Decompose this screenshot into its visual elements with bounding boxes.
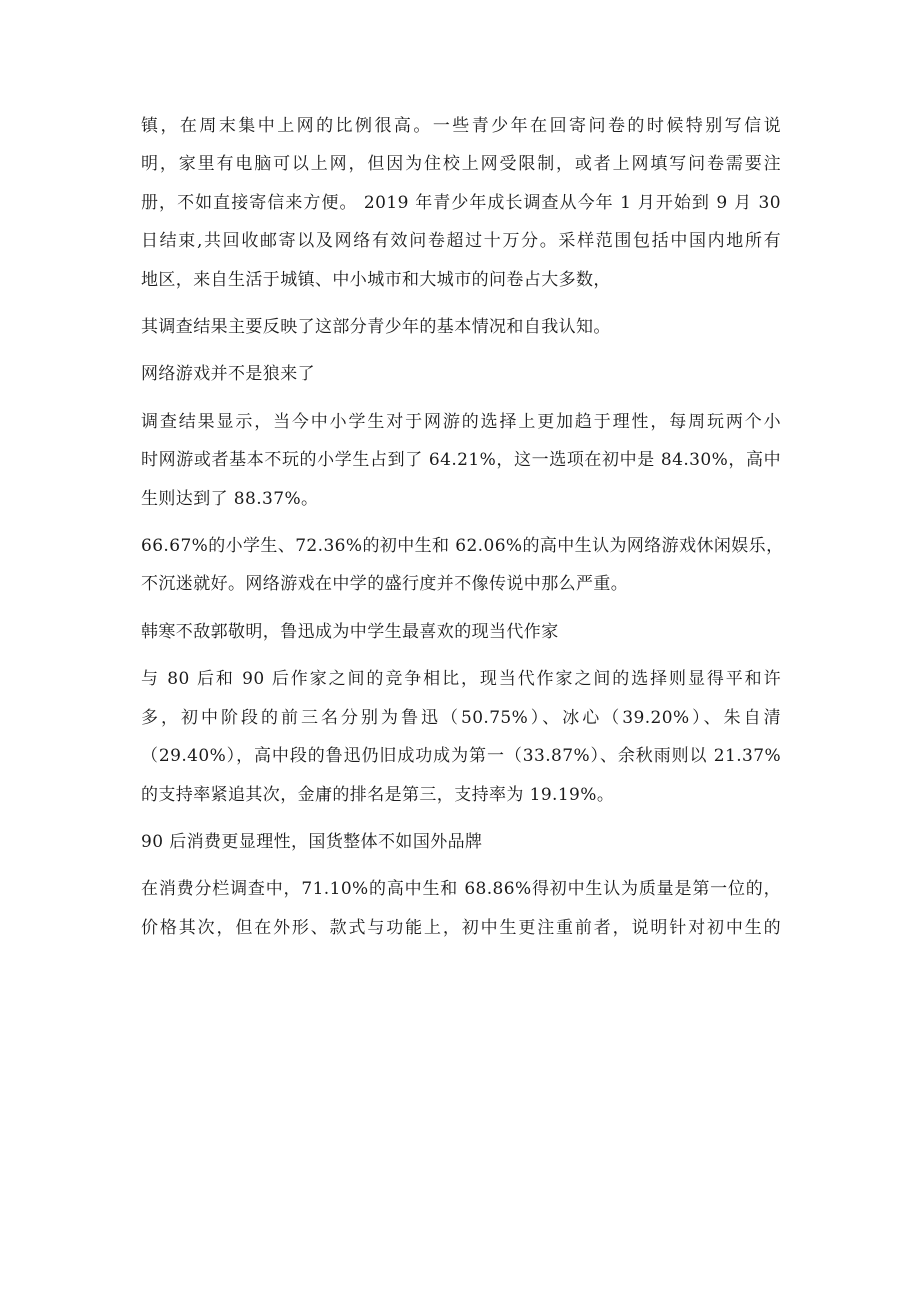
text-line: 在消费分栏调查中，71.10%的高中生和 68.86%得初中生认为质量是第一位的， — [141, 879, 781, 900]
heading-text: 网络游戏并不是狼来了 — [141, 364, 315, 385]
text-line: 地区，来自生活于城镇、中小城市和大城市的问卷占大多数， — [141, 269, 611, 290]
paragraph-survey-scope — [141, 308, 781, 346]
section-heading-consumption — [141, 823, 781, 861]
paragraph-game-attitude — [141, 527, 784, 604]
paragraph-game-results — [141, 403, 781, 518]
text-line: 册，不如直接寄信来方便。 2019 年青少年成长调查从今年 1 月开始到 9 月 30 — [141, 192, 781, 213]
text-line: 不沉迷就好。网络游戏在中学的盛行度并不像传说中那么严重。 — [141, 574, 629, 595]
text-line: 调查结果显示，当今中小学生对于网游的选择上更加趋于理性，每周玩两个小 — [141, 411, 781, 432]
text-line: （29.40%），高中段的鲁迅仍旧成功成为第一（33.87%）、余秋雨则以 21.37% — [141, 746, 781, 767]
text-line: 66.67%的小学生、72.36%的初中生和 62.06%的高中生认为网络游戏休闲娱乐， — [141, 536, 784, 557]
paragraph-author-ranking — [141, 660, 781, 814]
text-line: 与 80 后和 90 后作家之间的竞争相比，现当代作家之间的选择则显得平和许 — [141, 669, 781, 690]
text-line: 日结束,共回收邮寄以及网络有效问卷超过十万分。采样范围包括中国内地所有 — [141, 231, 781, 252]
section-heading-online-games — [141, 355, 781, 393]
text-line: 的支持率紧追其次，金庸的排名是第三，支持率为 19.19%。 — [141, 784, 615, 805]
text-line: 生则达到了 88.37%。 — [141, 488, 319, 509]
paragraph-consumption-survey — [141, 870, 781, 947]
section-heading-favorite-authors — [141, 613, 781, 651]
heading-text: 90 后消费更显理性，国货整体不如国外品牌 — [141, 831, 483, 852]
text-line: 明，家里有电脑可以上网，但因为住校上网受限制，或者上网填写问卷需要注 — [141, 154, 781, 175]
text-line: 价格其次，但在外形、款式与功能上，初中生更注重前者，说明针对初中生的 — [141, 917, 781, 938]
paragraph-survey-intro — [141, 107, 781, 299]
article-body — [141, 107, 784, 947]
text-line: 多，初中阶段的前三名分别为鲁迅（50.75%）、冰心（39.20%）、朱自清 — [141, 707, 781, 728]
heading-text: 韩寒不敌郭敬明，鲁迅成为中学生最喜欢的现当代作家 — [141, 621, 559, 642]
text-line: 其调查结果主要反映了这部分青少年的基本情况和自我认知。 — [141, 317, 611, 338]
text-line: 镇，在周末集中上网的比例很高。一些青少年在回寄问卷的时候特别写信说 — [141, 116, 781, 136]
text-line: 时网游或者基本不玩的小学生占到了 64.21%，这一选项在初中是 84.30%，高中 — [141, 450, 781, 471]
